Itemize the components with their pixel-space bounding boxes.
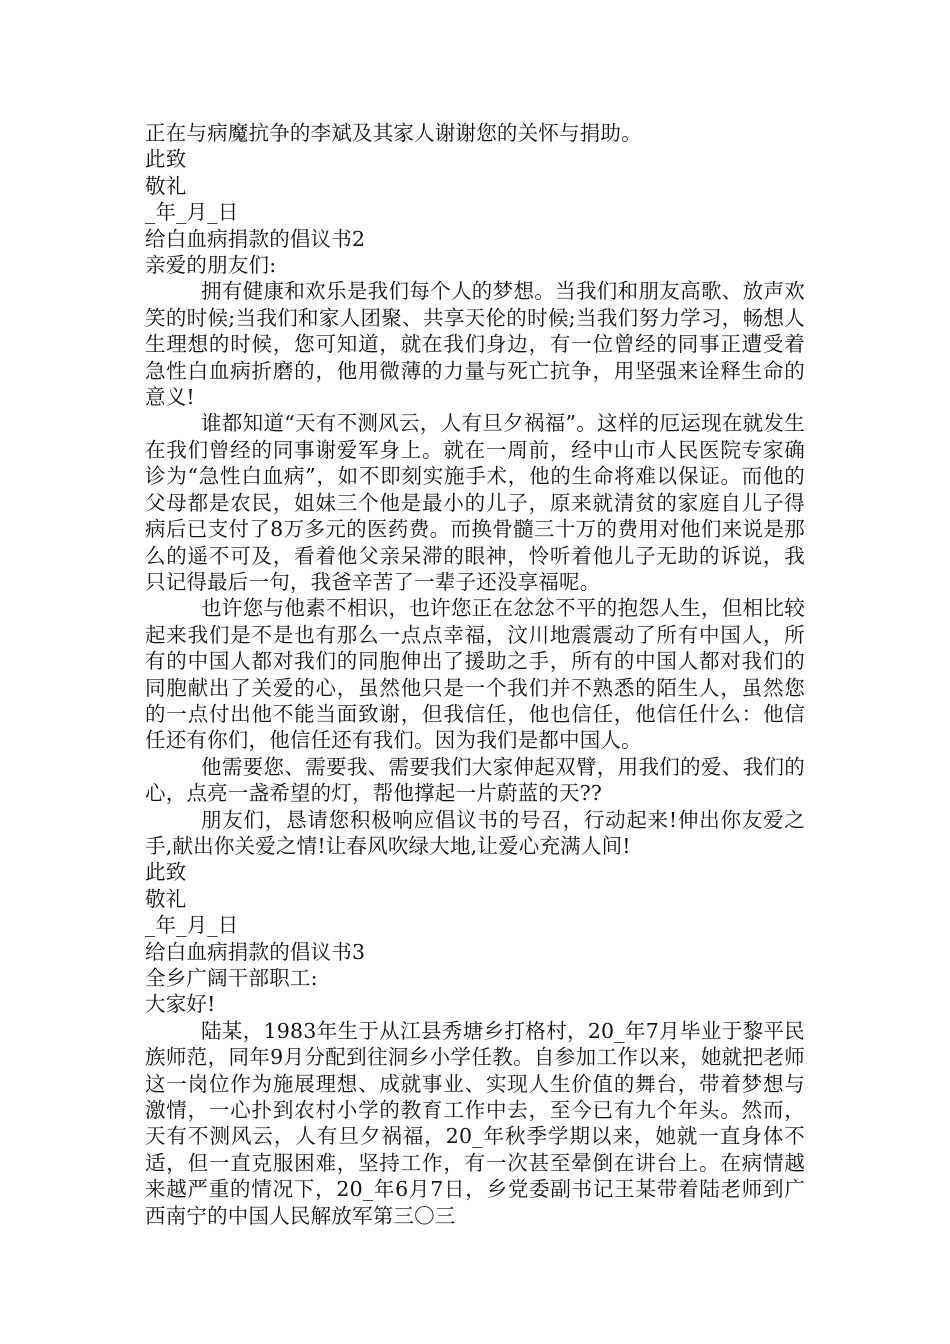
greeting: 全乡广阔干部职工: (145, 966, 318, 990)
greeting: 亲爱的朋友们: (145, 253, 277, 278)
date-line: _年_月_日 (145, 913, 239, 938)
section-title: 给白血病捐款的倡议书2 (145, 226, 366, 251)
paragraph: 拥有健康和欢乐是我们每个人的梦想。当我们和朋友高歌、放声欢笑的时候;当我们和家人团聚、共享天伦的时候;当我们努力学习，畅想人生理想的时候，您可知道，就在我们身边，有一位曾经的同事正遭受着急性白血病折磨的，他用微薄的力量与死亡抗争，用坚强来诠释生命的意义! (145, 279, 805, 410)
paragraph: 也许您与他素不相识，也许您正在忿忿不平的抱怨人生，但相比较起来我们是不是也有那么一点点幸福，汶川地震震动了所有中国人，所有的中国人都对我们的同胞伸出了援助之手，所有的中国人都对我们的同胞献出了关爱的心，虽然他只是一个我们并不熟悉的陌生人，虽然您的一点付出他不能当面致谢，但我信任，他也信任，他信任什么：他信任还有你们，他信任还有我们。因为我们是都中国人。 (145, 596, 805, 753)
text-line: 正在与病魔抗争的李斌及其家人谢谢您的关怀与捐助。 (145, 121, 642, 145)
paragraph: 陆某，1983年生于从江县秀塘乡打格村，20_年7月毕业于黎平民族师范，同年9月分配到往洞乡小学任教。自参加工作以来，她就把老师这一岗位作为施展理想、成就事业、实现人生价值的舞台，带着梦想与激情，一心扑到农村小学的教育工作中去，至今已有九个年头。然而，天有不测风云，人有旦夕祸福，20_年秋季学期以来，她就一直身体不适，但一直克服困难，坚持工作，有一次甚至晕倒在讲台上。在病情越来越严重的情况下，20_年6月7日，乡党委副书记王某带着陆老师到广西南宁的中国人民解放军第三〇三 (145, 1018, 805, 1228)
closing-regards: 敬礼 (145, 886, 187, 911)
document-page (145, 120, 805, 1229)
date-line: _年_月_日 (145, 200, 239, 225)
greeting: 大家好! (145, 992, 216, 1017)
paragraph: 谁都知道“天有不测风云，人有旦夕祸福”。这样的厄运现在就发生在我们曾经的同事谢爱军身上。就在一周前，经中山市人民医院专家确诊为“急性白血病”，如不即刻实施手术，他的生命将难以保证。而他的父母都是农民，姐妹三个他是最小的儿子，原来就清贫的家庭自儿子得病后已支付了8万多元的医药费。而换骨髓三十万的费用对他们来说是那么的遥不可及，看着他父亲呆滞的眼神，怜听着他儿子无助的诉说，我只记得最后一句，我爸辛苦了一辈子还没享福呢。 (145, 411, 805, 594)
closing-regards: 敬礼 (145, 173, 187, 198)
paragraph: 他需要您、需要我、需要我们大家伸起双臂，用我们的爱、我们的心，点亮一盏希望的灯，帮他撑起一片蔚蓝的天?? (145, 754, 805, 806)
paragraph: 朋友们，恳请您积极响应倡议书的号召，行动起来!伸出你友爱之手,献出你关爱之情!让春风吹绿大地,让爱心充满人间! (145, 807, 805, 858)
closing-salutation: 此致 (145, 147, 187, 172)
closing-salutation: 此致 (145, 860, 187, 885)
section-title: 给白血病捐款的倡议书3 (145, 939, 366, 964)
